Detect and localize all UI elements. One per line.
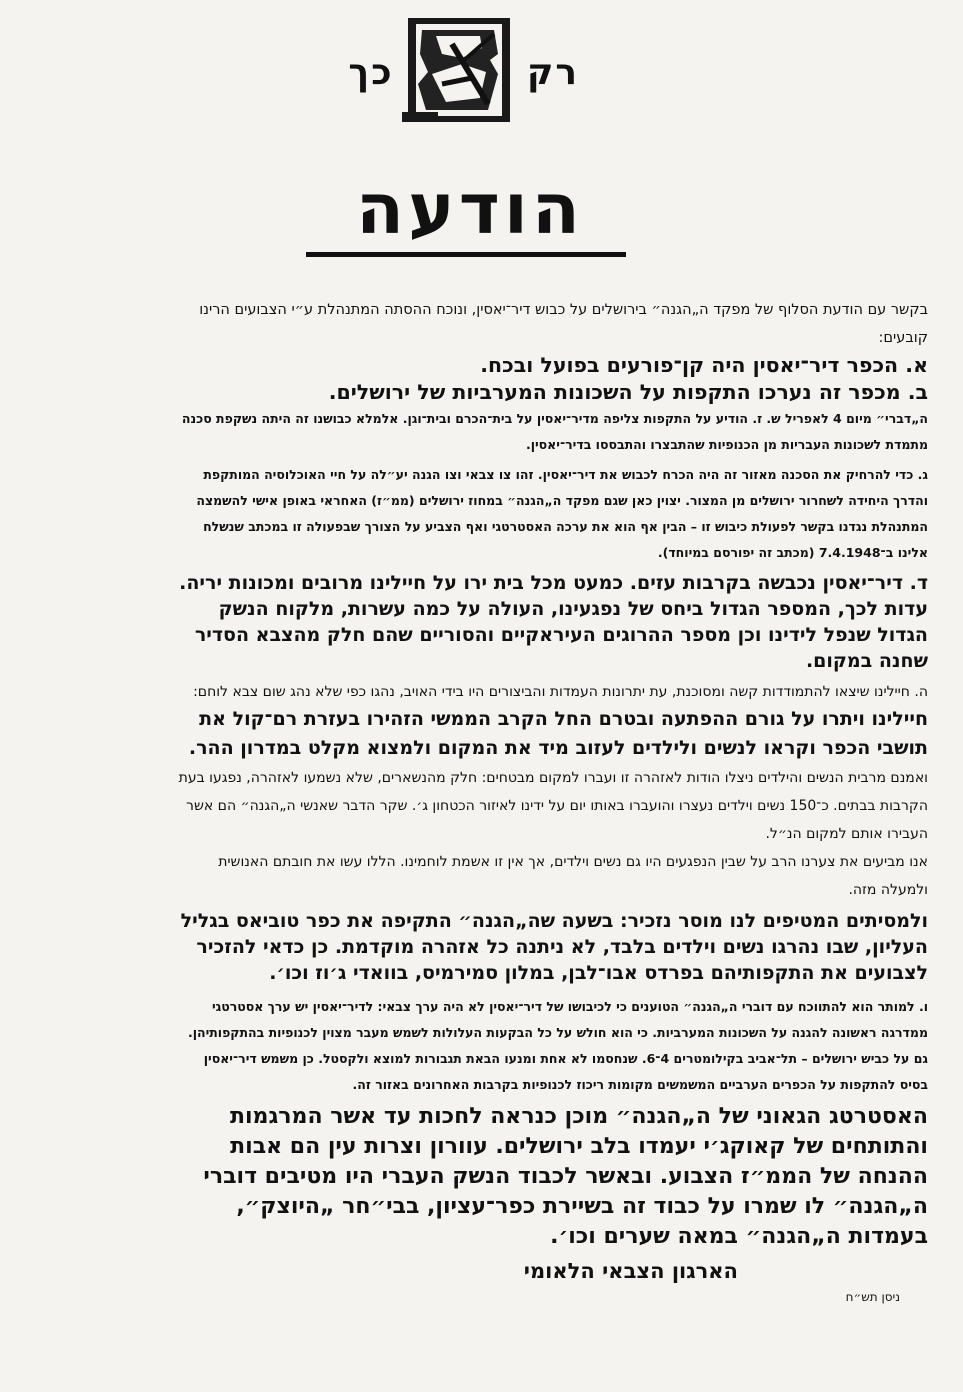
page-title: הודעה xyxy=(356,168,584,250)
clause-v: ו. למותר הוא להתווכח עם דוברי ה„הגנה״ הטוענים כי לכיבושו של דיר־יאסין לא היה ערך צבאי: לדיר־יאסין יש ערך אסטרטגי ממדרגה ראשונה להגנה על השכונות המערביות. כי הוא חולש על כל הבקעות העלולות לשמש מעבר מצוין לכנופיות בהתקפותיהן. גם על כביש ירושלים – תל־אביב בקילומטרים 4־6. שנחסמו לא אחת ומנעו הבאת תגבורות למוצא ולקסטל. כן משמש דיר־יאסין בסיס להתקפות על הכפרים הערביים המשמשים מקומות ריכוז לכנופיות בקרבות האחרונים באזור זה. xyxy=(187,999,928,1092)
clause-h-bold: חיילינו ויתרו על גורם ההפתעה ובטרם החל הקרב הממשי הזהירו בעזרת רם־קול את תושבי הכפר וקראו לנשים ולילדים לעזוב מיד את המקום ולמצוא מקלט במדרון ההר. xyxy=(188,708,928,759)
clause-b-text: ה„דברי״ מיום 4 לאפריל ש. ז. הודיע על התקפות צליפה מדיר־יאסין על בית־הכרם ובית־וגן. אלמלא כבושנו זה היתה נשקפת סכנה מתמדת לשכונות העבריות מן הכנופיות שהתבצרו והתבססו בדיר־יאסין. xyxy=(181,411,928,452)
irgun-emblem-icon xyxy=(402,14,516,126)
clause-g: ג. כדי להרחיק את הסכנה מאזור זה היה הכרח לכבוש את דיר־יאסין. זהו צו צבאי וצו הגנה יע״לה על חיי האוכלוסיה המותקפת והדרך היחידה לשחרור ירושלים מן המצור. יצוין כאן שגם מפקד ה„הגנה״ במחוז ירושלים (ממ״ז) האחראי באופן אישי להשמצה המתנהלת נגדנו בקשר לפעולת כיבוש זו – הבין אף הוא את ערכה האסטרטגי ואף הצביע על הצורך שבפעולה זו במכתב שנשלח אלינו ב־7.4.1948 (מכתב זה יפורסם במיוחד). xyxy=(196,467,928,560)
closing-paragraph: האסטרטג הגאוני של ה„הגנה״ מוכן כנראה לחכות עד אשר המרגמות והתותחים של קאוקג׳י יעמדו בלב ירושלים. עוורון וצרות עין הם אבות ההנחה של הממ״ז הצבוע. ובאשר לכבוד הנשק העברי היו מטיבים דוברי ה„הגנה״ לו שמרו על כבוד זה בשיירת כפר־עציון, בבי״חר „היוצק״, בעמדות ה„הגנה״ במאה שערים וכו׳. xyxy=(203,1104,928,1249)
signature: הארגון הצבאי הלאומי xyxy=(523,1259,738,1283)
clause-a: א. הכפר דיר־יאסין היה קן־פורעים בפועל ובכח. xyxy=(480,353,928,377)
clause-b-title: ב. מכפר זה נערכו התקפות על השכונות המערביות של ירושלים. xyxy=(328,380,928,404)
clause-h-text1: ה. חיילינו שיצאו להתמודדות קשה ומסוכנת, עת יתרונות העמדות והביצורים היו בידי האויב, נהגו כפי שלא נהג שום צבא לוחם: xyxy=(193,684,928,700)
remind-paragraph: ולמסיתים המטיפים לנו מוסר נזכיר: בשעה שה„הגנה״ התקיפה את כפר טוביאס בגליל העליון, שבו נהרגו נשים וילדים בלבד, לא ניתנה כל אזהרה מוקדמת. כן כדאי להזכיר לצבועים את התקפותיהם בפרדס אבו־לבן, במלון סמירמיס, בוואדי ג׳וז וכו׳. xyxy=(180,910,928,984)
clause-h-text2: ואמנם מרבית הנשים והילדים ניצלו הודות לאזהרה זו ועברו למקום מבטחים: חלק מהנשארים, שלא נשמעו לאזהרה, נפגעו בעת הקרבות בבתים. כ־150 נשים וילדים נעצרו והועברו באותו יום על ידינו לאיזור הכטחון ג׳. שקר הדבר שאנשי ה„הגנה״ הם אשר העבירו אותם למקום הנ״ל. xyxy=(178,770,928,842)
date: ניסן תש״ח xyxy=(845,1290,900,1304)
clause-h xyxy=(178,678,928,848)
clause-h-regret: אנו מביעים את צערנו הרב על שבין הנפגעים היו גם נשים וילדים, אך אין זו אשמת לוחמינו. הללו עשו את חובתם האנושית ולמעלה מזה. xyxy=(218,854,928,898)
intro-paragraph: בקשר עם הודעת הסלוף של מפקד ה„הגנה״ בירושלים על כבוש דיר־יאסין, ונוכח ההסתה המתנהלת ע״י הצבועים הרינו קובעים: xyxy=(199,302,928,346)
announcement-body xyxy=(178,296,928,1288)
motto-left: כך xyxy=(348,52,394,93)
motto-right: רק xyxy=(526,52,580,93)
title-underline xyxy=(306,252,626,257)
clause-d: ד. דיר־יאסין נכבשה בקרבות עזים. כמעט מכל בית ירו על חיילינו מרובים ומכונות יריה. עדות לכך, המספר הגדול ביחס של נפגעינו, העולה על כמה עשרות, מלקוח הנשק הגדול שנפל לידינו וכן מספר ההרוגים העיראקיים והסוריים שהם חלק מהצבא הסדיר שחנה במקום. xyxy=(179,572,928,672)
